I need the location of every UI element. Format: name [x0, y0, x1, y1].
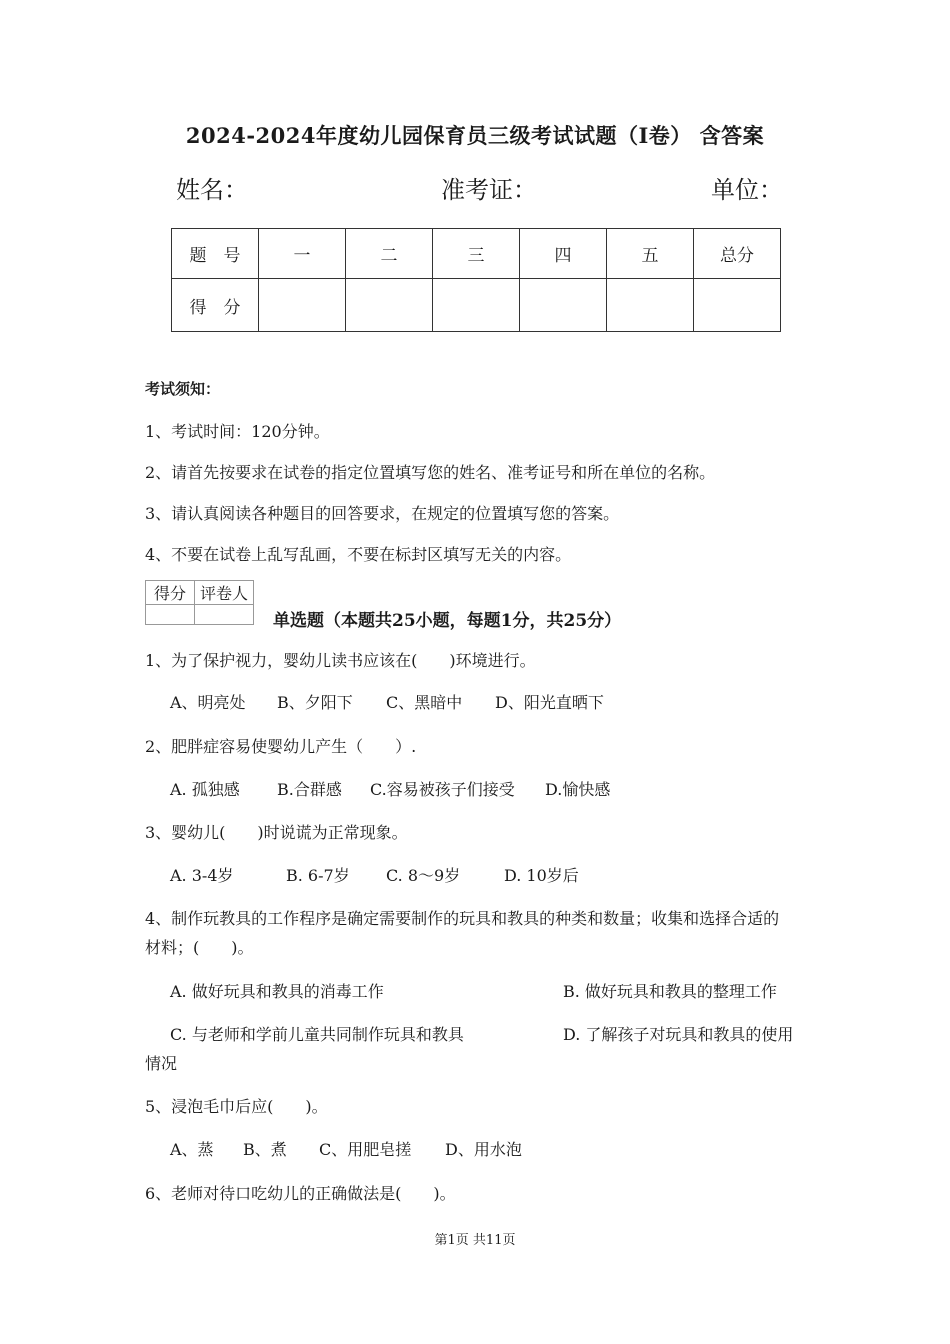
option: A、明亮处: [170, 693, 246, 712]
score-table-score-row: [172, 279, 781, 332]
option: C、黑暗中: [386, 693, 463, 712]
notice-heading: 考试须知：: [145, 380, 221, 398]
option: A. 3-4岁: [170, 866, 234, 885]
section-title: 单选题（本题共25小题，每题1分，共25分）: [273, 611, 622, 631]
notice-item: 2、请首先按要求在试卷的指定位置填写您的姓名、准考证号和所在单位的名称。: [145, 463, 716, 482]
notice-item: 3、请认真阅读各种题目的回答要求，在规定的位置填写您的答案。: [145, 504, 620, 523]
option: B.合群感: [277, 780, 342, 799]
option-continued: 情况: [145, 1054, 178, 1073]
question-stem: 6、老师对待口吃幼儿的正确做法是( )。: [145, 1184, 456, 1203]
grader-reviewer-label: 评卷人: [195, 581, 254, 605]
option: D. 了解孩子对玩具和教具的使用: [563, 1025, 794, 1044]
notice-item: 1、考试时间：120分钟。: [145, 422, 330, 441]
option: D.愉快感: [545, 780, 611, 799]
option: B. 做好玩具和教具的整理工作: [563, 982, 777, 1001]
score-cell[interactable]: [346, 279, 433, 332]
section-4-header: 四: [520, 229, 607, 279]
grader-score-label: 得分: [146, 581, 195, 605]
option: C. 与老师和学前儿童共同制作玩具和教具: [170, 1025, 464, 1044]
question-stem-continued: 材料；( )。: [145, 938, 254, 957]
option: D、用水泡: [445, 1140, 522, 1159]
section-5-header: 五: [607, 229, 694, 279]
score-cell[interactable]: [607, 279, 694, 332]
name-label: 姓名：: [176, 176, 248, 204]
section-1-header: 一: [259, 229, 346, 279]
question-stem: 4、制作玩教具的工作程序是确定需要制作的玩具和教具的种类和数量；收集和选择合适的: [145, 909, 780, 928]
grader-reviewer-cell[interactable]: [195, 605, 254, 625]
option: D. 10岁后: [504, 866, 579, 885]
score-cell[interactable]: [259, 279, 346, 332]
page-title: 2024-2024年度幼儿园保育员三级考试试题（I卷） 含答案: [185, 123, 765, 148]
section-2-header: 二: [346, 229, 433, 279]
section-3-header: 三: [433, 229, 520, 279]
page-footer: 第1页 共11页: [434, 1233, 516, 1248]
option: B、煮: [243, 1140, 287, 1159]
question-number-header: 题 号: [172, 229, 259, 279]
score-table-header-row: [172, 229, 781, 279]
option: A. 做好玩具和教具的消毒工作: [170, 982, 384, 1001]
notice-item: 4、不要在试卷上乱写乱画，不要在标封区填写无关的内容。: [145, 545, 572, 564]
option: A. 孤独感: [170, 780, 240, 799]
option: C. 8～9岁: [386, 866, 461, 885]
exam-id-label: 准考证：: [441, 176, 537, 204]
option: B、夕阳下: [277, 693, 353, 712]
question-stem: 5、浸泡毛巾后应( )。: [145, 1097, 328, 1116]
total-header: 总分: [694, 229, 781, 279]
grader-score-cell[interactable]: [146, 605, 195, 625]
score-row-label: 得 分: [172, 279, 259, 332]
option: B. 6-7岁: [286, 866, 350, 885]
option: A、蒸: [170, 1140, 214, 1159]
option: C.容易被孩子们接受: [370, 780, 515, 799]
score-table: [171, 228, 781, 332]
question-stem: 2、肥胖症容易使婴幼儿产生（ ）.: [145, 737, 417, 756]
question-stem: 1、为了保护视力，婴幼儿读书应该在( )环境进行。: [145, 651, 536, 670]
score-cell[interactable]: [694, 279, 781, 332]
unit-label: 单位：: [711, 176, 783, 204]
question-stem: 3、婴幼儿( )时说谎为正常现象。: [145, 823, 408, 842]
score-cell[interactable]: [520, 279, 607, 332]
score-cell[interactable]: [433, 279, 520, 332]
option: D、阳光直晒下: [495, 693, 604, 712]
option: C、用肥皂搓: [319, 1140, 412, 1159]
grader-table: [145, 580, 254, 625]
